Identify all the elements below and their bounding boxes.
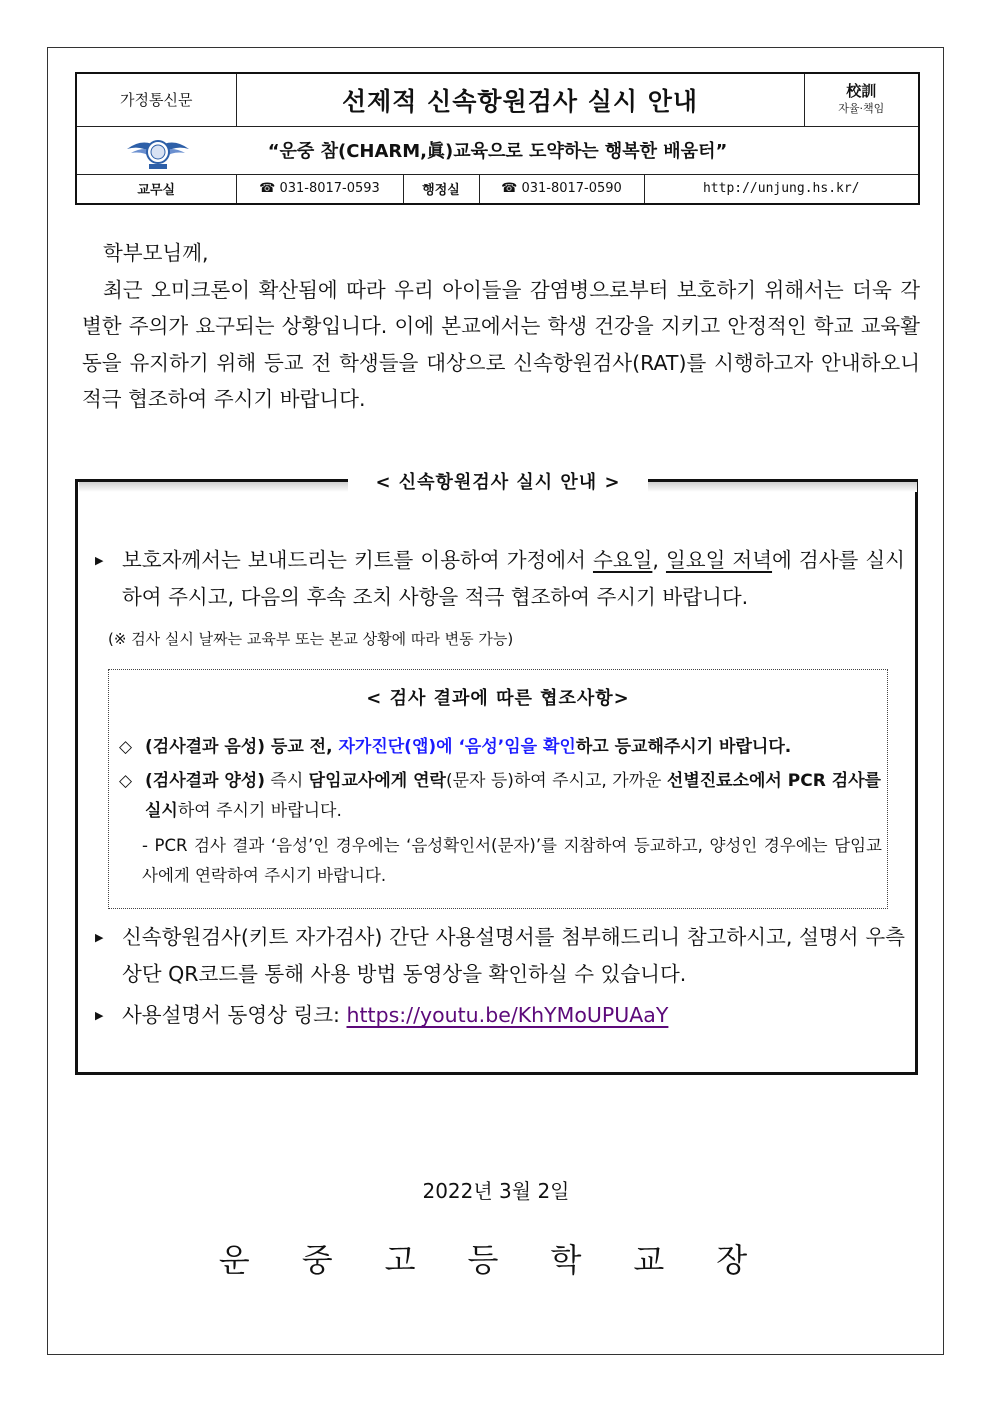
results-title: < 검사 결과에 따른 협조사항> — [366, 688, 630, 709]
positive-result-item — [119, 766, 881, 826]
pcr-followup-note: - PCR 검사 결과 ‘음성’인 경우에는 ‘음성확인서(문자)’를 지참하여 등교하고, 양성인 경우에는 담임교사에게 연락하여 주시기 바랍니다. — [142, 836, 882, 885]
office2-label: 행정실 — [403, 174, 479, 204]
negative-text-end: 하고 등교해주시기 바랍니다. — [575, 737, 792, 757]
website-link[interactable]: http://unjung.hs.kr/ — [644, 174, 919, 204]
bullet-test-schedule — [95, 542, 905, 616]
triangle-bullet-icon: ▶ — [95, 554, 104, 567]
greeting: 학부모님께, — [103, 241, 209, 265]
date-change-note: (※ 검사 실시 날짜는 교육부 또는 본교 상황에 따라 변동 가능) — [108, 630, 514, 648]
bullet1-sep: , — [652, 548, 666, 572]
intro-paragraph: 최근 오미크론이 확산됨에 따라 우리 아이들을 감염병으로부터 보호하기 위해서는 더욱 각별한 주의가 요구되는 상황입니다. 이에 본교에서는 학생 건강을 지키고 안정적인 학교 교육활동을 유지하기 위해 등교 전 학생들을 대상으로 신속항원검사(RAT)를 시행하고자 안내하오니 적극 협조하여 주시기 바랍니다. — [82, 277, 920, 411]
motto-label: 校訓 — [846, 82, 877, 101]
diamond-bullet-icon: ◇ — [119, 737, 133, 757]
test-day-wednesday: 수요일 — [592, 548, 653, 572]
category-label: 가정통신문 — [76, 73, 236, 126]
results-box — [108, 669, 888, 909]
pcr-test: 선별진료소에서 PCR 검사를 실시 — [145, 771, 881, 821]
bullet1-text-end: 에 검사를 실시하여 주시고, 다음의 후속 조치 사항을 적극 협조하여 주시기 바랍니다. — [122, 548, 905, 609]
office1-phone: ☎ 031-8017-0593 — [236, 174, 403, 204]
document-title: 선제적 신속항원검사 실시 안내 — [236, 73, 804, 126]
negative-highlight: 자가진단(앱)에 ‘음성’임을 확인 — [338, 737, 576, 757]
issue-date: 2022년 3월 2일 — [422, 1179, 570, 1203]
office1-label: 교무실 — [76, 174, 236, 204]
notice-box — [75, 472, 918, 1075]
positive-text-mid: (문자 등)하여 주시고, 가까운 — [445, 771, 667, 791]
negative-label: (검사결과 음성) — [145, 737, 265, 757]
bullet1-text: 보호자께서는 보내드리는 키트를 이용하여 가정에서 — [122, 548, 593, 572]
slogan-text: “운중 참(CHARM,眞)교육으로 도약하는 행복한 배움터” — [267, 141, 728, 162]
letterhead-table — [75, 72, 920, 205]
negative-result-item — [119, 732, 881, 762]
motto-text: 자율·책임 — [838, 102, 885, 116]
contact-teacher: 담임교사에게 연락 — [308, 771, 446, 791]
video-link-label: 사용설명서 동영상 링크: — [122, 1003, 347, 1027]
positive-text-end: 하여 주시기 바랍니다. — [177, 801, 342, 821]
notice-title: < 신속항원검사 실시 안내 > — [348, 468, 648, 494]
office2-phone: ☎ 031-8017-0590 — [479, 174, 644, 204]
video-link[interactable]: https://youtu.be/KhYMoUPUAaY — [346, 1003, 669, 1027]
positive-text: 즉시 — [265, 771, 309, 791]
test-day-sunday: 일요일 저녁 — [665, 548, 773, 572]
triangle-bullet-icon: ▶ — [95, 1009, 104, 1022]
diamond-bullet-icon: ◇ — [119, 771, 133, 791]
bullet-video-link — [95, 997, 905, 1034]
triangle-bullet-icon: ▶ — [95, 931, 104, 944]
manual-text: 신속항원검사(키트 자가검사) 간단 사용설명서를 첨부해드리니 참고하시고, 설명서 우측 상단 QR코드를 통해 사용 방법 동영상을 확인하실 수 있습니다. — [122, 925, 905, 986]
slogan-cell — [76, 126, 919, 174]
positive-label: (검사결과 양성) — [145, 771, 265, 791]
school-principal: 운중고등학교장 — [218, 1241, 800, 1279]
bullet-manual — [95, 919, 905, 993]
motto-cell — [804, 73, 919, 126]
negative-text: 등교 전, — [265, 737, 339, 757]
school-emblem-icon — [125, 133, 191, 171]
intro-section — [82, 235, 920, 418]
